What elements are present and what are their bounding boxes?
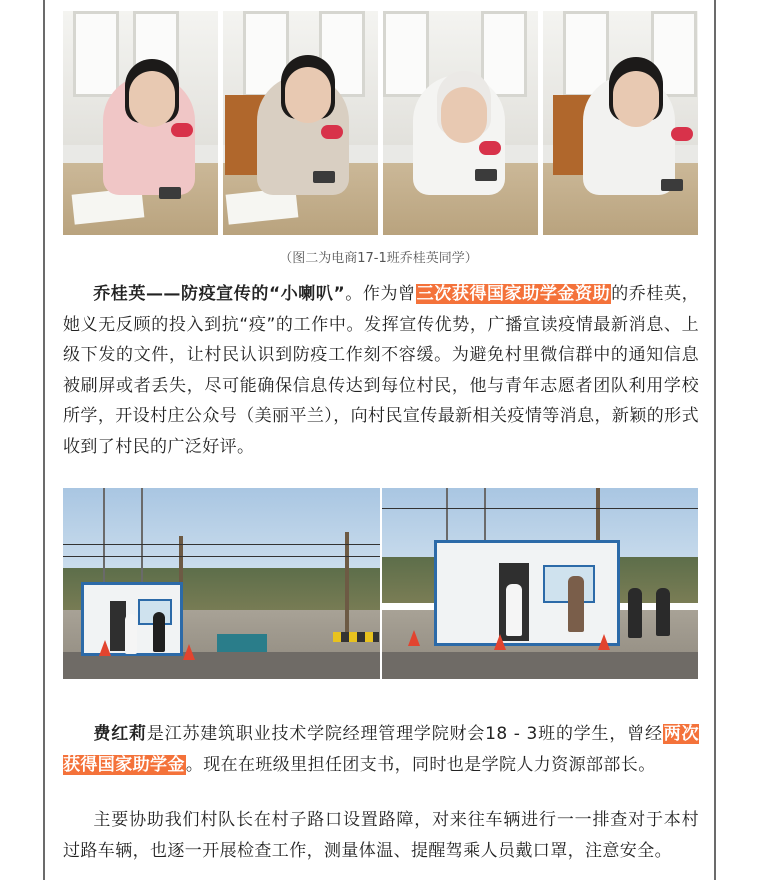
paragraph-text: 是江苏建筑职业技术学院经理管理学院财会18 - 3班的学生，曾经 (146, 724, 663, 744)
photo-checkpoint-2 (382, 488, 699, 679)
left-border-line (43, 0, 45, 880)
highlight-badge: 两次获得国家助学金 (63, 724, 699, 775)
photo-student-4 (543, 11, 698, 235)
paragraph-lead: 乔桂英——防疫宣传的“小喇叭” (93, 284, 346, 304)
paragraph-duties (63, 805, 699, 866)
photo-student-1 (63, 11, 218, 235)
photo-checkpoint-1 (63, 488, 380, 679)
paragraph-qiao-guiying (63, 279, 699, 462)
photo-strip-broadcast (63, 11, 698, 235)
highlight-badge: 三次获得国家助学金资助 (416, 284, 611, 304)
paragraph-text: 主要协助我们村队长在村子路口设置路障，对来往车辆进行一一排查对于本村过路车辆，也逐一开展检查工作，测量体温、提醒驾乘人员戴口罩，注意安全。 (63, 810, 699, 861)
photo-student-2 (223, 11, 378, 235)
paragraph-text: 的乔桂英，她义无反顾的投入到抗“疫”的工作中。发挥宣传优势，广播宣读疫情最新消息、上级下发的文件，让村民认识到防疫工作刻不容缓。为避免村里微信群中的通知信息被刷屏或者丢失，尽可能确保信息传达到每位村民，他与青年志愿者团队利用学校所学，开设村庄公众号（美丽平兰），向村民宣传最新相关疫情等消息，新颖的形式收到了村民的广泛好评。 (63, 284, 699, 457)
right-border-line (714, 0, 716, 880)
photo-strip-checkpoint (63, 488, 698, 679)
paragraph-text: 。现在在班级里担任团支书，同时也是学院人力资源部部长。 (185, 754, 656, 775)
paragraph-text: 。作为曾 (345, 284, 416, 304)
photo-caption: （图二为电商17-1班乔桂英同学） (279, 251, 478, 266)
paragraph-fei-hongli (63, 719, 699, 780)
paragraph-lead: 费红莉 (93, 724, 147, 744)
photo-student-3 (383, 11, 538, 235)
